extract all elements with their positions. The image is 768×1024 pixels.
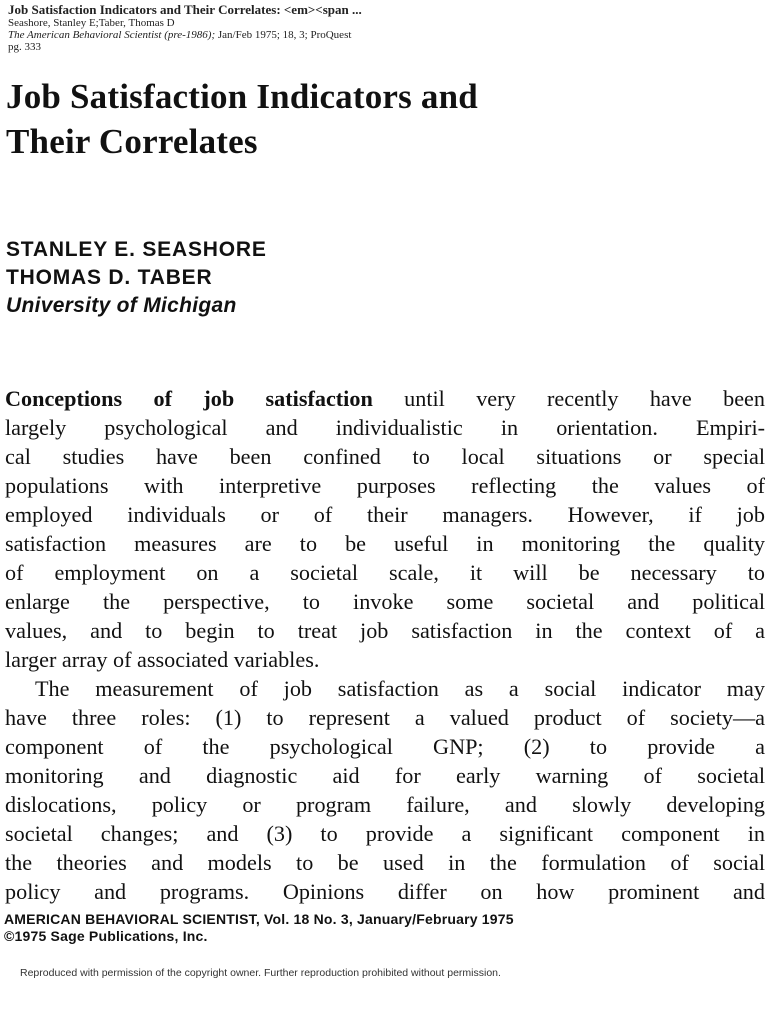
body-line: The measurement of job satisfaction as a social indicator may — [35, 676, 765, 701]
header-page: pg. 333 — [8, 41, 41, 53]
body-line: component of the psychological GNP; (2) to provide a — [5, 734, 765, 759]
article-title-line: Job Satisfaction Indicators and — [6, 77, 478, 116]
journal-citation — [4, 911, 514, 945]
author-name: STANLEY E. SEASHORE — [6, 238, 267, 261]
body-line: societal changes; and (3) to provide a significant component in — [5, 821, 765, 846]
author-block — [6, 236, 267, 320]
body-line: satisfaction measures are to be useful in monitoring the quality — [5, 531, 765, 556]
header-authors: Seashore, Stanley E;Taber, Thomas D — [8, 17, 175, 29]
article-body — [5, 384, 765, 906]
copyright-line: ©1975 Sage Publications, Inc. — [4, 928, 208, 944]
body-line: of employment on a societal scale, it will be necessary to — [5, 560, 765, 585]
header-journal: The American Behavioral Scientist (pre-1986); — [8, 29, 216, 41]
body-line: larger array of associated variables. — [5, 647, 320, 672]
body-line: largely psychological and individualistic in orientation. Empiri- — [5, 415, 765, 440]
body-line: have three roles: (1) to represent a valued product of society—a — [5, 705, 765, 730]
citation-line: AMERICAN BEHAVIORAL SCIENTIST, Vol. 18 No. 3, January/February 1975 — [4, 911, 514, 927]
body-text: until very recently have been — [372, 386, 765, 411]
body-line: values, and to begin to treat job satisfaction in the context of a — [5, 618, 765, 643]
body-line: employed individuals or of their managers. However, if job — [5, 502, 765, 527]
author-name: THOMAS D. TABER — [6, 266, 213, 289]
body-line: populations with interpretive purposes reflecting the values of — [5, 473, 765, 498]
author-affiliation: University of Michigan — [6, 294, 237, 317]
body-line: the theories and models to be used in the formulation of social — [5, 850, 765, 875]
header-issue: Jan/Feb 1975; 18, 3; ProQuest — [215, 29, 352, 41]
article-title — [6, 74, 478, 164]
proquest-header — [8, 2, 760, 53]
body-line: cal studies have been confined to local situations or special — [5, 444, 765, 469]
body-line: policy and programs. Opinions differ on how prominent and — [5, 879, 765, 904]
header-source — [8, 29, 760, 41]
body-line: monitoring and diagnostic aid for early warning of societal — [5, 763, 765, 788]
body-line — [5, 384, 765, 413]
body-line: dislocations, policy or program failure, and slowly developing — [5, 792, 765, 817]
article-title-line: Their Correlates — [6, 122, 258, 161]
header-title: Job Satisfaction Indicators and Their Correlates: <em><span ... — [8, 2, 362, 17]
reproduction-notice: Reproduced with permission of the copyright owner. Further reproduction prohibited without permission. — [20, 967, 501, 979]
body-line: enlarge the perspective, to invoke some societal and political — [5, 589, 765, 614]
paragraph-lead: Conceptions of job satisfaction — [5, 386, 373, 411]
